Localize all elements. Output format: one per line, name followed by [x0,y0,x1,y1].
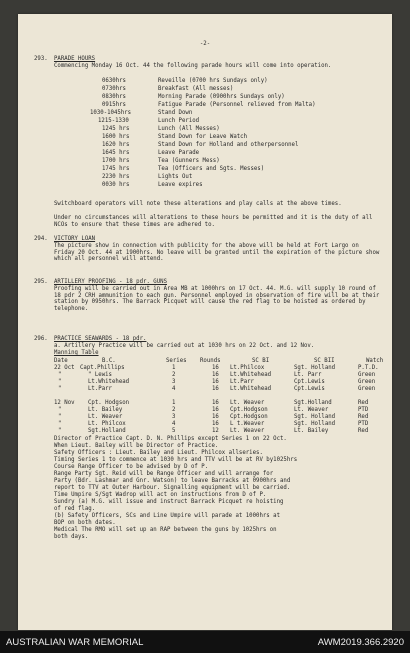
section-heading: VICTORY LOAN [54,236,96,242]
series-cell: 2 [172,372,176,378]
event-cell: Stand Down [158,110,193,116]
sc-bii-cell: Sgt. Holland [294,421,336,427]
event-cell: Tea (Gunners Mess) [158,158,220,164]
document-body [18,14,392,630]
watch-cell: Red [358,428,369,434]
note-line [54,513,404,520]
watch-cell: Red [358,400,369,406]
series-cell: 3 [172,379,176,385]
note-line [54,527,404,534]
table-row [34,414,384,421]
column-header: B.C. [102,358,116,364]
note-text: Safety Officers : Lieut. Bailey and Lieut. Philcox allseries. [54,450,263,456]
watch-cell: Red [358,414,369,420]
event-cell: Breakfast (All messes) [158,86,234,92]
document-page [18,14,392,630]
bc-cell: Cpt. Hodgson [88,400,130,406]
sc-bi-cell: Lt. Weaver [230,400,265,406]
date-cell: 12 Nov [54,400,75,406]
event-cell: Leave Parade [158,150,200,156]
sc-bii-cell: Lt. Parr [294,372,322,378]
parade-time-row [34,142,384,149]
parade-time-row [34,110,384,117]
time-cell: 0030 hrs [102,182,130,188]
note-text: BOP on both dates. [54,520,116,526]
parade-time-row [34,182,384,189]
table-row [34,407,384,414]
note-line [54,436,404,443]
watch-cell: Green [358,386,376,392]
series-cell: 2 [172,407,176,413]
time-cell: 1030-1045hrs [90,110,132,116]
note-line [54,492,404,499]
parade-time-row [34,102,384,109]
note-line [54,520,404,527]
parade-time-row [34,166,384,173]
note-text: Medical The RMO will set up an RAP between the guns by 1025hrs on [54,527,277,533]
note-line [54,506,404,513]
bc-cell: Lt.Whitehead [88,379,130,385]
table-row [34,400,384,407]
section-artillery-proofing [34,279,384,329]
table-row [34,421,384,428]
parade-time-row [34,118,384,125]
rounds-cell: 16 [212,386,219,392]
column-header: Rounds [200,358,221,364]
column-header: Series [166,358,187,364]
page-number: -2- [199,41,211,47]
series-cell: 1 [172,400,176,406]
sc-bi-cell: Cpt.Hodgson [230,414,268,420]
sc-bi-cell: Lt.Whitehead [230,386,272,392]
note-text: Party (Bdr. Lashmar and Gnr. Watson) to leave Barracks at 0900hrs and [54,478,291,484]
sc-bii-cell: Lt. Weaver [294,407,329,413]
sc-bii-cell: Sgt. Holland [294,365,336,371]
time-cell: 1700 hrs [102,158,130,164]
date-cell: " [58,414,62,420]
parade-time-row [34,134,384,141]
manning-table-header [34,358,384,365]
watch-cell: Green [358,379,376,385]
parade-note-ncos: Under no circumstances will alterations to these hours be permitted and it is the duty of all NCOs to ensure that these times are adhered to. [54,215,373,228]
event-cell: Reveille (0700 hrs Sundays only) [158,78,268,84]
note-line [54,534,404,541]
event-cell: Stand Down for Leave Watch [158,134,248,140]
section-text: Proofing will be carried out in Area MB at 1000hrs on 17 Oct. 44. M.G. will supply 10 round of 18 pdr 2 CRH ammunition to each gun. Personnel employed in observation of fire will be at their station by 0950hrs. The Barrack Picquet will cause the red flag to be hoisted as ordered by telephone. [54,286,380,312]
parade-time-row [34,86,384,93]
time-cell: 0730hrs [102,86,126,92]
sc-bi-cell: Cpt.Hodgson [230,407,268,413]
manning-table-title: Manning Table [54,350,99,356]
series-cell: 4 [172,386,176,392]
date-cell: " [58,407,62,413]
sc-bi-cell: Lt.Whitehead [230,372,272,378]
time-cell: 0630hrs [102,78,126,84]
section-number: 295. [34,279,48,285]
sc-bi-cell: Lt. Weaver [230,428,265,434]
bc-cell: Capt.Phillips [80,365,125,371]
note-text: Director of Practice Capt. D. N. Phillips except Series 1 on 22 Oct. [54,436,287,442]
note-text: Sundry (a) M.G. will issue and instruct Barrack Picquet re hoisting [54,499,284,505]
time-cell: 1745 hrs [102,166,130,172]
table-row [34,365,384,372]
event-cell: Stand Down for Holland and otherpersonnel [158,142,299,148]
section-intro: Commencing Monday 16 Oct. 44 the following parade hours will come into operation. [54,63,332,69]
section-heading: ARTILLERY PROOFING - 18 pdr. GUNS [54,279,167,285]
note-line [54,485,404,492]
rounds-cell: 16 [212,414,219,420]
time-cell: 1645 hrs [102,150,130,156]
note-line [54,471,404,478]
note-text: Time Umpire S/Sgt Wadrop will act on instructions from D of P. [54,492,267,498]
table-row [34,379,384,386]
table-row [34,372,384,379]
parade-time-row [34,126,384,133]
date-cell: " [58,421,62,427]
section-parade-hours [34,56,384,246]
note-text: When Lieut. Bailey will be Director of Practice. [54,443,219,449]
section-number: 296. [34,336,48,342]
rounds-cell: 16 [212,421,219,427]
note-line [54,450,404,457]
note-text: both days. [54,534,89,540]
archive-footer [0,631,410,653]
table-row [34,428,384,435]
sc-bi-cell: Lt.Parr [230,379,254,385]
sc-bii-cell: Cpt.Lewis [294,379,325,385]
note-text: Range Party Sgt. Reid will be Range Officer and will arrange for [54,471,274,477]
sc-bii-cell: Lt. Bailey [294,428,329,434]
note-text: (b) Safety Officers, SCs and Line Umpire will parade at 1000hrs at [54,513,280,519]
parade-time-row [34,158,384,165]
time-cell: 1215-1330 [98,118,129,124]
date-cell: " [58,372,62,378]
series-cell: 3 [172,414,176,420]
event-cell: Tea (Officers and Sgts. Messes) [158,166,265,172]
note-text: Timing Series 1 to commence at 1030 hrs and TTV will be at RV by1025hrs [54,457,298,463]
sc-bii-cell: Sgt. Holland [294,414,336,420]
note-line [54,443,404,450]
section-number: 294. [34,236,48,242]
sc-bii-cell: Cpt.Lewis [294,386,325,392]
parade-time-row [34,174,384,181]
rounds-cell: 16 [212,407,219,413]
rounds-cell: 16 [212,379,219,385]
bc-cell: Lt.Parr [88,386,112,392]
note-text: report to TTV at Outer Harbour. Signalling equipment will be carried. [54,485,291,491]
note-text: Course Range Officer to be advised by D of P. [54,464,209,470]
series-cell: 4 [172,421,176,427]
section-number: 293. [34,56,48,62]
footer-institution: AUSTRALIAN WAR MEMORIAL [6,637,144,648]
series-cell: 1 [172,365,176,371]
watch-cell: P.T.D. [358,365,379,371]
note-line [54,464,404,471]
rounds-cell: 12 [212,428,219,434]
bc-cell: Lt. Weaver [88,414,123,420]
parade-times-list [34,78,384,218]
note-line [54,478,404,485]
section-text: The picture show in connection with publicity for the above will be held at Fort Largo on Friday 20 Oct. 44 at 1900hrs. No leave will be granted until the expiration of the picture show which all personnel will attend. [54,243,380,263]
date-cell: " [58,428,62,434]
parade-time-row [34,78,384,85]
rounds-cell: 16 [212,365,219,371]
series-cell: 5 [172,428,176,434]
watch-cell: PTD [358,421,369,427]
parade-note-switchboard: Switchboard operators will note these alterations and play calls at the above times. [54,201,342,207]
rounds-cell: 16 [212,372,219,378]
watch-cell: Green [358,372,376,378]
column-header: SC BII [314,358,335,364]
event-cell: Lunch Period [158,118,200,124]
parade-time-row [34,94,384,101]
time-cell: 0830hrs [102,94,126,100]
section-victory-loan [34,236,384,276]
section-heading: PARADE HOURS [54,56,96,62]
column-header: SC BI [252,358,270,364]
bc-cell: Sgt.Holland [88,428,126,434]
watch-cell: PTD [358,407,369,413]
section-practice-seawards [34,336,384,596]
bc-cell: " Lewis [88,372,112,378]
practice-notes [54,436,384,596]
event-cell: Lights Out [158,174,193,180]
sc-bii-cell: Sgt.Holland [294,400,332,406]
note-text: of red flag. [54,506,96,512]
event-cell: Morning Parade (0900hrs Sundays only) [158,94,285,100]
footer-accession-number: AWM2019.366.2920 [317,637,404,648]
section-intro: a. Artillery Practice will be carried out at 1030 hrs on 22 Oct. and 12 Nov. [54,343,315,349]
bc-cell: Lt. Bailey [88,407,123,413]
event-cell: Lunch (All Messes) [158,126,220,132]
sc-bi-cell: Lt.Philcox [230,365,265,371]
date-cell: " [58,386,62,392]
column-header: Watch [366,358,384,364]
note-line [54,499,404,506]
time-cell: 2230 hrs [102,174,130,180]
column-header: Date [54,358,68,364]
time-cell: 0915hrs [102,102,126,108]
table-row [34,386,384,393]
event-cell: Fatigue Parade (Personnel relieved from Malta) [158,102,316,108]
date-cell: 22 Oct [54,365,75,371]
date-cell: " [58,379,62,385]
section-heading: PRACTICE SEAWARDS - 18 pdr. [54,336,147,342]
time-cell: 1600 hrs [102,134,130,140]
bc-cell: Lt. Philcox [88,421,126,427]
event-cell: Leave expires [158,182,203,188]
time-cell: 1245 hrs [102,126,130,132]
parade-time-row [34,150,384,157]
sc-bi-cell: L t.Weaver [230,421,265,427]
note-line [54,457,404,464]
time-cell: 1620 hrs [102,142,130,148]
rounds-cell: 16 [212,400,219,406]
